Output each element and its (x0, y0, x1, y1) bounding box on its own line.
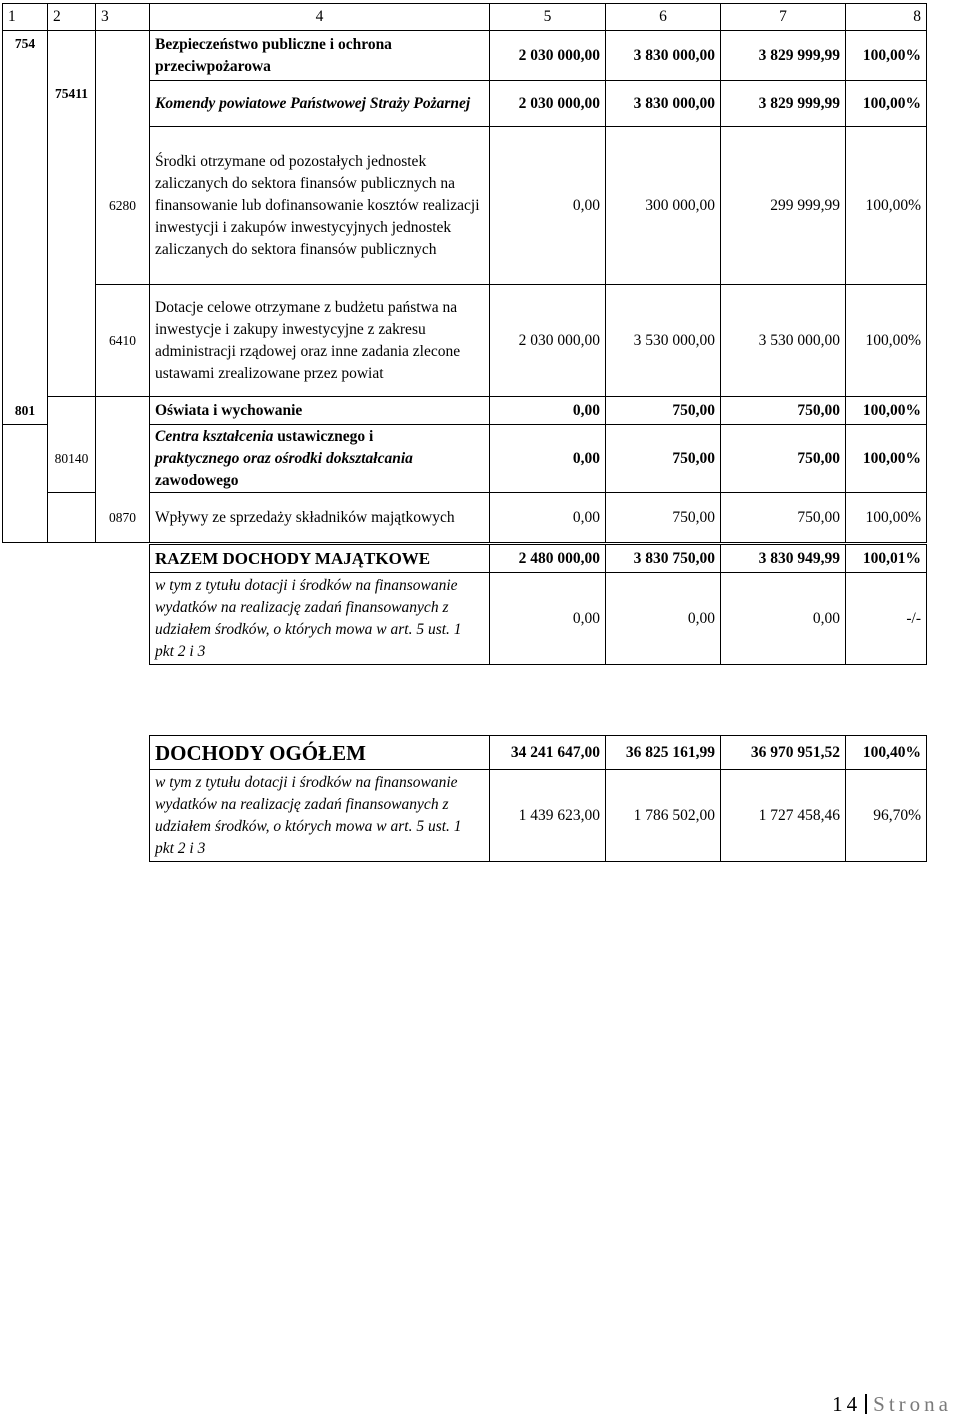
percent-value: 100,00% (846, 397, 927, 425)
col-4-header: 4 (150, 4, 490, 31)
execution-value: 3 829 999,99 (721, 31, 846, 81)
percent-value: 100,00% (846, 425, 927, 493)
after-change-value: 750,00 (606, 425, 721, 493)
row-name: Środki otrzymane od pozostałych jednostek zaliczanych do sektora finansów publicznych na finansowanie lub dofinansowanie kosztów realizacji inwestycji i zakupów inwestycyjnych jednostek zaliczanych do sektora finansów publicznych (150, 127, 490, 285)
percent-value: 100,00% (846, 81, 927, 127)
page-footer (832, 1392, 952, 1417)
row-name: Wpływy ze sprzedaży składników majątkowych (150, 493, 490, 543)
execution-value: 750,00 (721, 493, 846, 543)
col-7-header: 7 (721, 4, 846, 31)
percent-value: 100,00% (846, 31, 927, 81)
row-name: Centra kształcenia ustawicznego i praktycznego oraz ośrodki dokształcania zawodowego (150, 425, 490, 493)
razem-row (150, 545, 927, 573)
total-label: DOCHODY OGÓŁEM (150, 736, 490, 770)
plan-value: 0,00 (490, 425, 606, 493)
percent-value: 96,70% (846, 770, 927, 862)
total-row (150, 736, 927, 770)
execution-value: 0,00 (721, 573, 846, 665)
footer-separator (865, 1394, 867, 1414)
execution-value: 3 530 000,00 (721, 285, 846, 397)
execution-value: 750,00 (721, 397, 846, 425)
col-1-header: 1 (3, 4, 48, 31)
execution-value: 3 829 999,99 (721, 81, 846, 127)
page-word: Strona (873, 1392, 952, 1416)
col-6-header: 6 (606, 4, 721, 31)
after-change-value: 3 830 750,00 (606, 545, 721, 573)
plan-value: 2 030 000,00 (490, 31, 606, 81)
col-8-header: 8 (846, 4, 927, 31)
col-2-header: 2 (48, 4, 96, 31)
percent-value: -/- (846, 573, 927, 665)
after-change-value: 750,00 (606, 397, 721, 425)
execution-value: 299 999,99 (721, 127, 846, 285)
table-row (3, 425, 927, 493)
total-summary-table (149, 735, 927, 862)
percent-value: 100,00% (846, 285, 927, 397)
after-change-value: 36 825 161,99 (606, 736, 721, 770)
table-row (3, 397, 927, 425)
plan-value: 0,00 (490, 573, 606, 665)
table-row (3, 127, 927, 285)
paragraf-code: 6280 (96, 127, 150, 285)
plan-value: 0,00 (490, 397, 606, 425)
total-sub-label: w tym z tytułu dotacji i środków na finansowanie wydatków na realizację zadań finansowanych z udziałem środków, o których mowa w art. 5 ust. 1 pkt 2 i 3 (150, 770, 490, 862)
percent-value: 100,00% (846, 127, 927, 285)
total-sub-row (150, 770, 927, 862)
table-row (3, 81, 927, 127)
paragraf-code: 0870 (96, 493, 150, 543)
plan-value: 0,00 (490, 127, 606, 285)
col-3-header: 3 (96, 4, 150, 31)
rozdzial-code: 80140 (48, 425, 96, 493)
razem-sub-row (150, 573, 927, 665)
plan-value: 1 439 623,00 (490, 770, 606, 862)
row-name: Bezpieczeństwo publiczne i ochrona przeciwpożarowa (150, 31, 490, 81)
income-table (2, 3, 927, 543)
plan-value: 2 030 000,00 (490, 81, 606, 127)
razem-label: RAZEM DOCHODY MAJĄTKOWE (150, 545, 490, 573)
table-row (3, 285, 927, 397)
plan-value: 2 480 000,00 (490, 545, 606, 573)
plan-value: 34 241 647,00 (490, 736, 606, 770)
plan-value: 0,00 (490, 493, 606, 543)
razem-summary-table (149, 544, 927, 665)
row-name: Dotacje celowe otrzymane z budżetu państwa na inwestycje i zakupy inwestycyjne z zakresu administracji rządowej oraz inne zadania zlecone ustawami zrealizowane przez powiat (150, 285, 490, 397)
table-row (3, 493, 927, 543)
execution-value: 750,00 (721, 425, 846, 493)
execution-value: 1 727 458,46 (721, 770, 846, 862)
after-change-value: 1 786 502,00 (606, 770, 721, 862)
column-number-header (3, 4, 927, 31)
table-row (3, 31, 927, 81)
col-5-header: 5 (490, 4, 606, 31)
after-change-value: 750,00 (606, 493, 721, 543)
after-change-value: 3 830 000,00 (606, 81, 721, 127)
plan-value: 2 030 000,00 (490, 285, 606, 397)
razem-sub-label: w tym z tytułu dotacji i środków na finansowanie wydatków na realizację zadań finansowanych z udziałem środków, o których mowa w art. 5 ust. 1 pkt 2 i 3 (150, 573, 490, 665)
dzial-code: 754 (3, 31, 48, 81)
paragraf-code: 6410 (96, 285, 150, 397)
execution-value: 36 970 951,52 (721, 736, 846, 770)
execution-value: 3 830 949,99 (721, 545, 846, 573)
percent-value: 100,00% (846, 493, 927, 543)
after-change-value: 3 830 000,00 (606, 31, 721, 81)
percent-value: 100,01% (846, 545, 927, 573)
after-change-value: 300 000,00 (606, 127, 721, 285)
percent-value: 100,40% (846, 736, 927, 770)
row-name: Komendy powiatowe Państwowej Straży Pożarnej (150, 81, 490, 127)
row-name: Oświata i wychowanie (150, 397, 490, 425)
rozdzial-code: 75411 (48, 81, 96, 127)
after-change-value: 0,00 (606, 573, 721, 665)
page-number: 14 (832, 1392, 862, 1416)
dzial-code: 801 (3, 397, 48, 425)
after-change-value: 3 530 000,00 (606, 285, 721, 397)
